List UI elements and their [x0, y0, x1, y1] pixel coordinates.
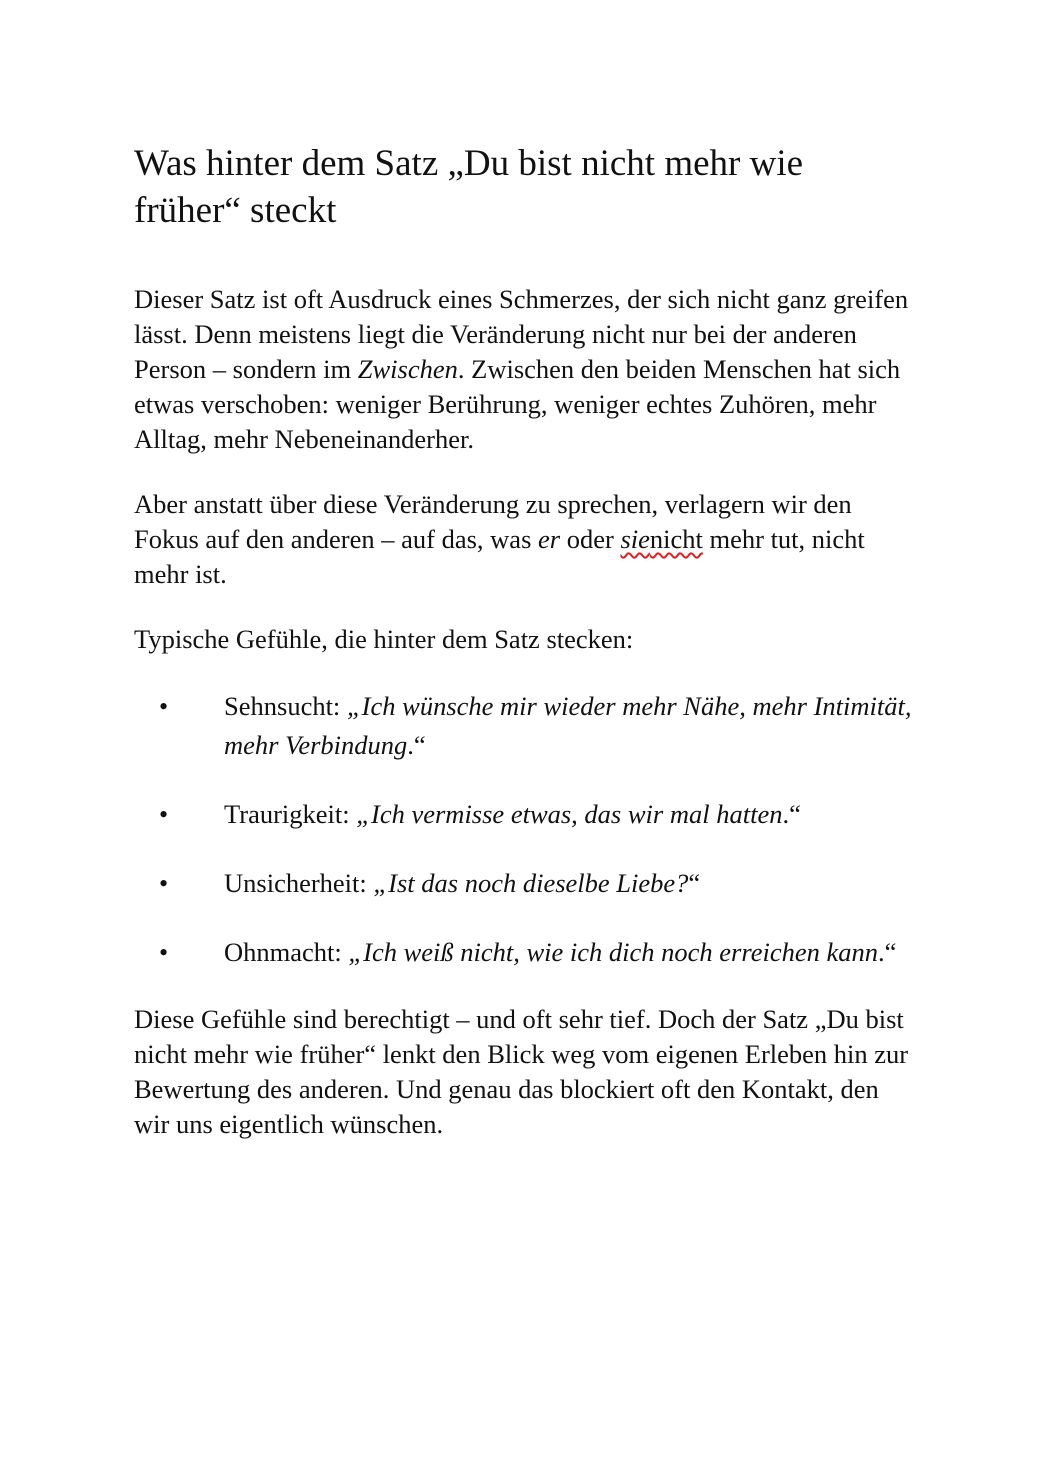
paragraph-2-emphasis-er: er: [538, 524, 561, 554]
list-item: [134, 933, 914, 972]
list-intro: Typische Gefühle, die hinter dem Satz stecken:: [134, 624, 634, 654]
closing-paragraph: Diese Gefühle sind berechtigt – und oft sehr tief. Doch der Satz „Du bist nicht mehr wie früher“ lenkt den Blick weg vom eigenen Erleben hin zur Bewertung des anderen. Und genau das blockiert oft den Kontakt, den wir uns eigentlich wünschen.: [134, 1004, 909, 1139]
paragraph-1: [134, 282, 914, 457]
paragraph-2-text-b: oder: [560, 524, 621, 554]
feeling-quote: „Ich weiß nicht, wie ich dich noch erreichen kann: [348, 937, 878, 967]
paragraph-1-text-a: Dieser Satz ist oft Ausdruck eines Schmerzes, der sich nicht ganz greifen lässt. Denn meistens liegt die Veränderung nicht nur bei der anderen Person – sondern im: [134, 284, 909, 384]
feeling-label: Traurigkeit:: [224, 799, 357, 829]
feelings-list: [134, 687, 914, 972]
document-page: [134, 140, 914, 1172]
document-title: Was hinter dem Satz „Du bist nicht mehr wie früher“ steckt: [134, 143, 804, 231]
paragraph-2-text-c: mehr tut, nicht mehr ist.: [134, 524, 865, 589]
feeling-quote: „Ich wünsche mir wieder mehr Nähe, mehr Intimität, mehr Verbindung: [224, 691, 912, 760]
list-item: [134, 687, 914, 765]
paragraph-2-text-a: Aber anstatt über diese Veränderung zu sprechen, verlagern wir den Fokus auf den anderen – auf das, was: [134, 489, 852, 554]
bullet-icon: •: [159, 869, 169, 898]
feeling-quote-close: .“: [407, 730, 426, 760]
feeling-label: Sehnsucht:: [224, 691, 347, 721]
list-item: [134, 864, 914, 903]
feeling-label: Ohnmacht:: [224, 937, 349, 967]
paragraph-1-text-b: . Zwischen den beiden Menschen hat sich etwas verschoben: weniger Berührung, weniger echtes Zuhören, mehr Alltag, mehr Nebeneinanderher.: [134, 354, 901, 454]
misspelled-word-nicht[interactable]: nicht: [649, 524, 703, 554]
paragraph-1-emphasis: Zwischen: [357, 354, 458, 384]
paragraph-2: [134, 487, 914, 592]
feeling-quote-close: “: [688, 868, 701, 898]
bullet-icon: •: [159, 692, 169, 721]
list-item: [134, 795, 914, 834]
feeling-quote-close: .“: [878, 937, 897, 967]
feeling-quote: „Ist das noch dieselbe Liebe?: [373, 868, 689, 898]
feeling-quote: „Ich vermisse etwas, das wir mal hatten: [356, 799, 783, 829]
feeling-quote-close: .“: [782, 799, 801, 829]
bullet-icon: •: [159, 800, 169, 829]
feeling-label: Unsicherheit:: [224, 868, 374, 898]
misspelled-word-sie[interactable]: sie: [620, 524, 650, 554]
bullet-icon: •: [159, 938, 169, 967]
